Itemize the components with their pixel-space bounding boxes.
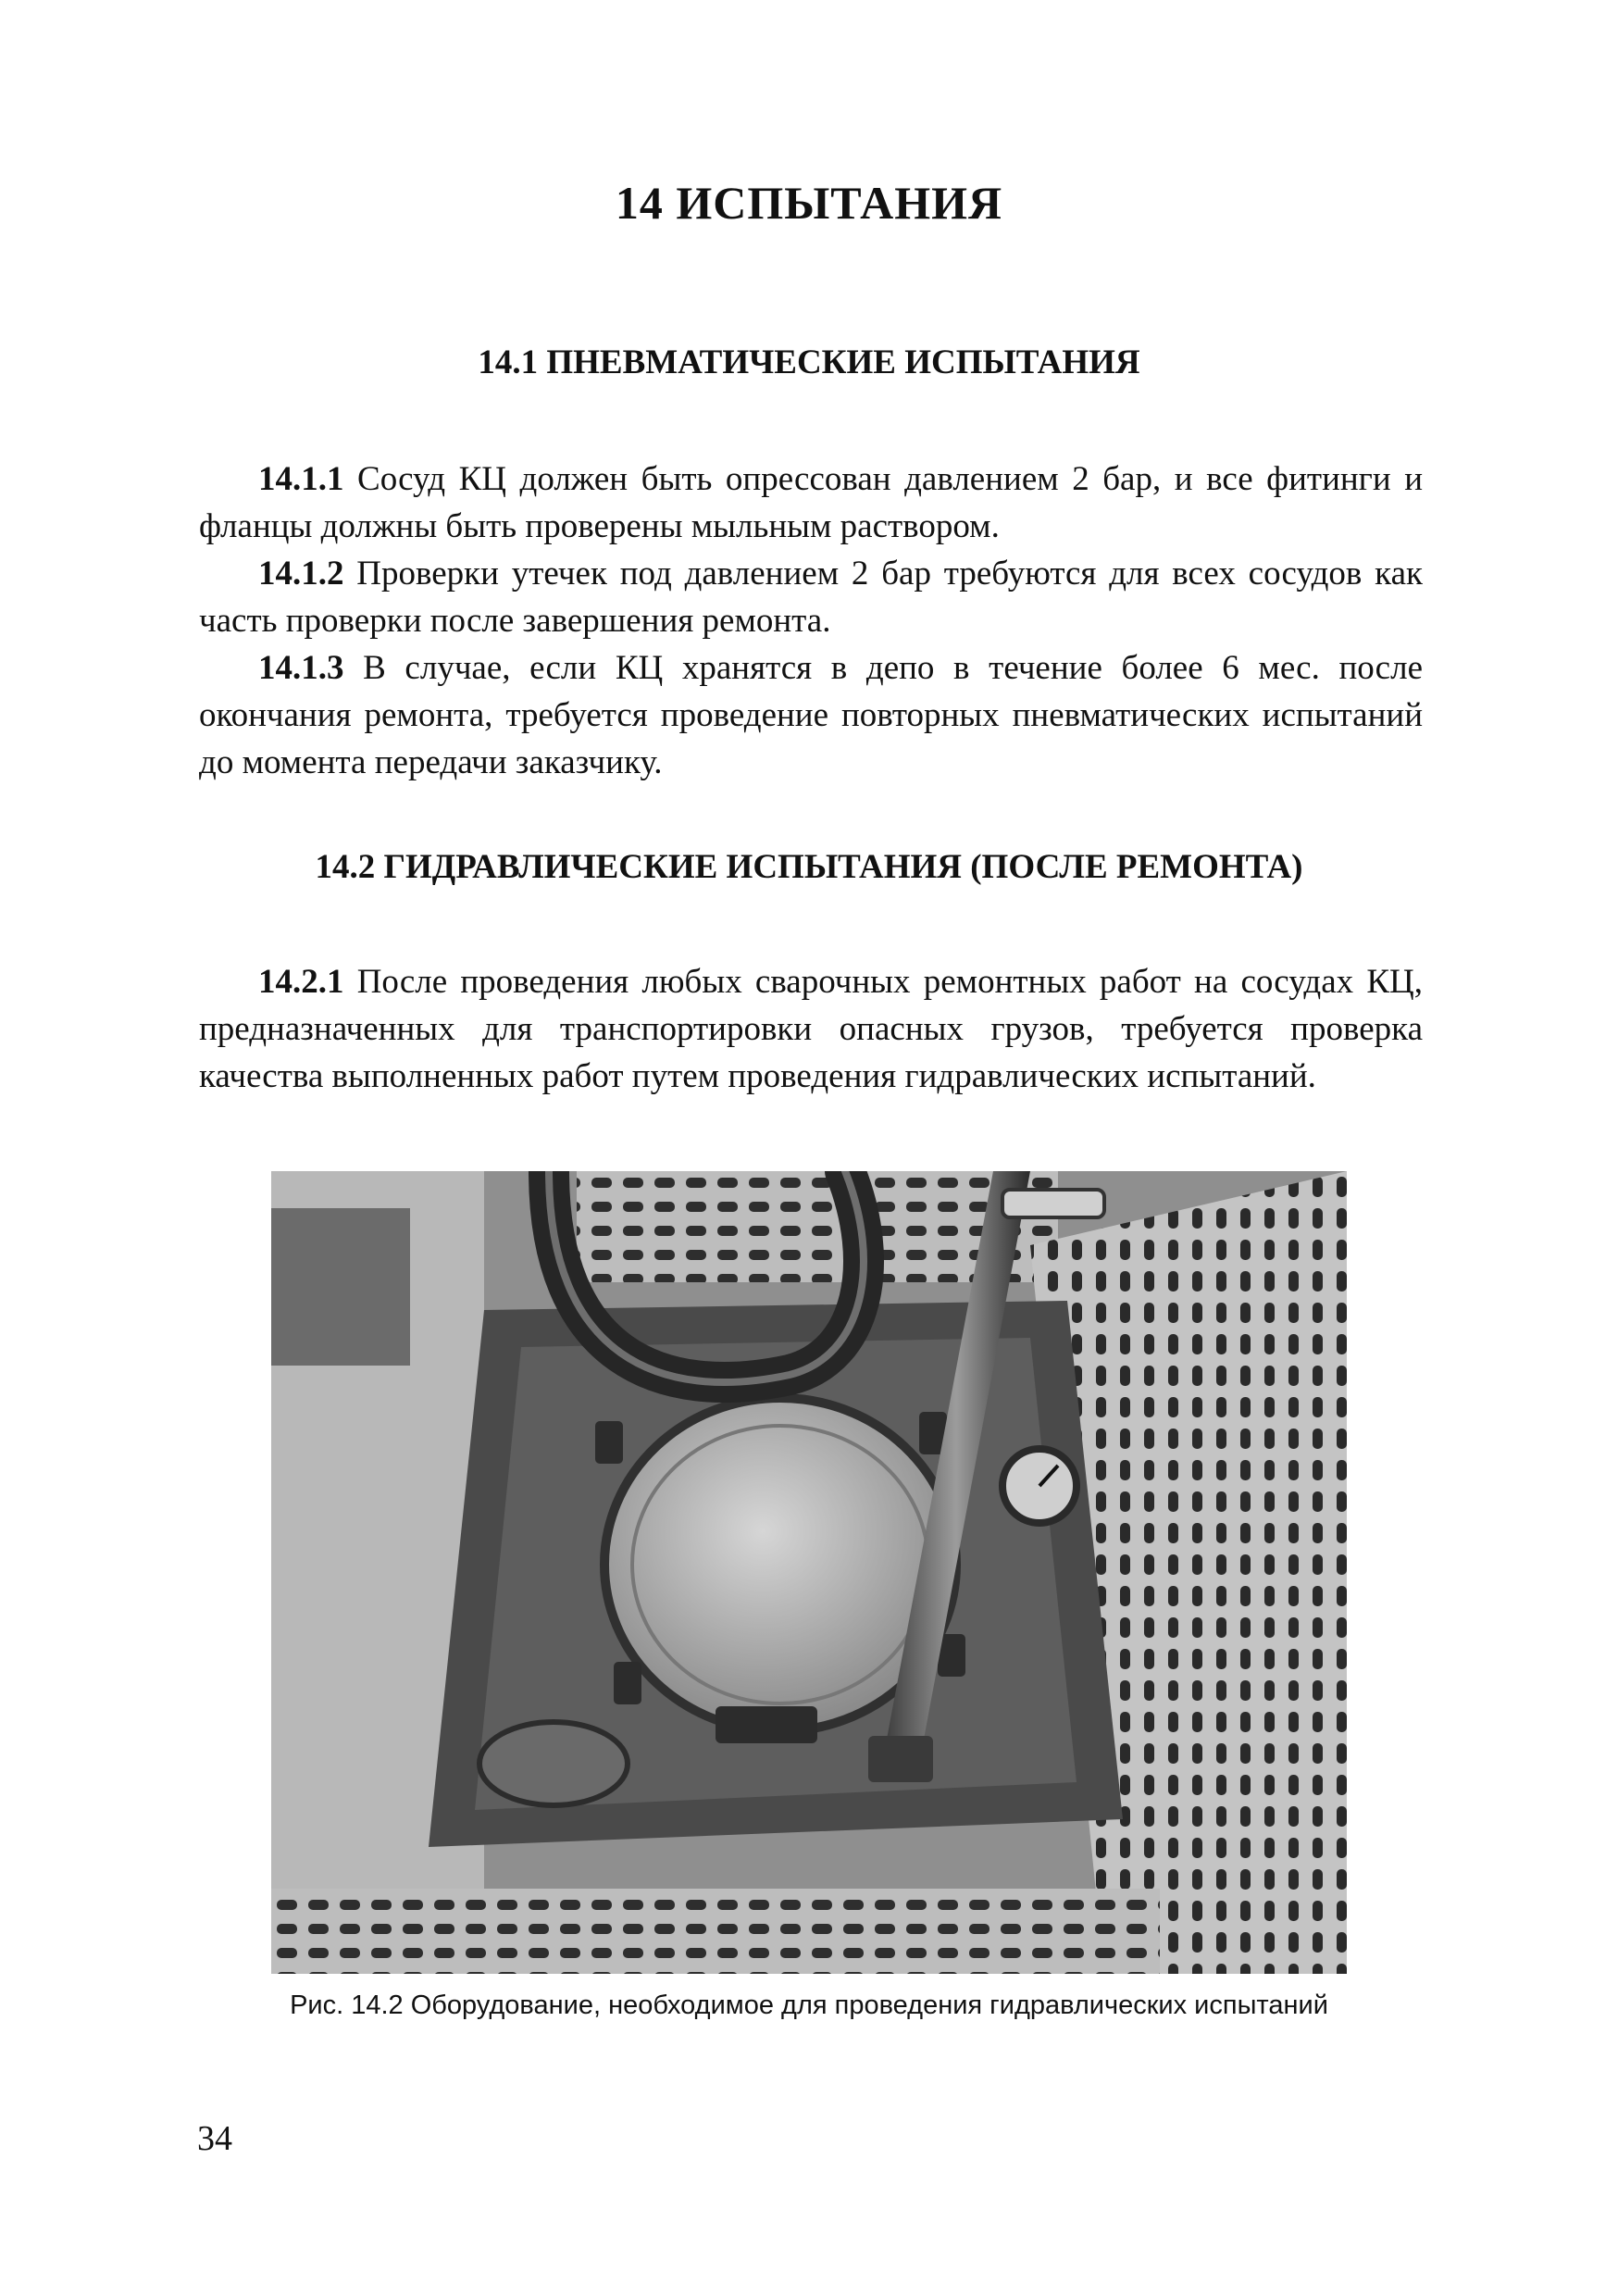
section-title-pneumatic: 14.1 ПНЕВМАТИЧЕСКИЕ ИСПЫТАНИЯ xyxy=(478,343,1140,381)
paragraph-14-1-1 xyxy=(199,455,1423,550)
chapter-title: 14 ИСПЫТАНИЯ xyxy=(615,177,1003,229)
bottom-walkway-grate xyxy=(271,1889,1160,1974)
pipe-valve xyxy=(1002,1190,1104,1217)
paragraph-text: Сосуд КЦ должен быть опрессован давлением 2 бар, и все фитинги и фланцы должны быть проверены мыльным раствором. xyxy=(199,460,1423,545)
paragraph-number: 14.2.1 xyxy=(258,963,344,1001)
section-body-pneumatic xyxy=(199,455,1423,786)
paragraph-text: Проверки утечек под давлением 2 бар требуются для всех сосудов как часть проверки после завершения ремонта. xyxy=(199,555,1423,640)
lid-clamp xyxy=(614,1662,641,1704)
pipe-fitting xyxy=(868,1736,933,1782)
lid-clamp xyxy=(716,1706,817,1743)
equipment-photo xyxy=(271,1171,1347,1974)
paragraph-14-1-3 xyxy=(199,644,1423,786)
paragraph-14-1-2 xyxy=(199,550,1423,644)
page-number: 34 xyxy=(197,2119,232,2158)
section-title-hydraulic: 14.2 ГИДРАВЛИЧЕСКИЕ ИСПЫТАНИЯ (ПОСЛЕ РЕМОНТА) xyxy=(315,848,1303,886)
paragraph-number: 14.1.1 xyxy=(258,460,344,498)
section-body-hydraulic xyxy=(199,958,1423,1100)
tank-label-plate xyxy=(271,1208,410,1366)
paragraph-number: 14.1.3 xyxy=(258,649,344,687)
paragraph-14-2-1 xyxy=(199,958,1423,1100)
paragraph-text: После проведения любых сварочных ремонтных работ на сосудах КЦ, предназначенных для транспортировки опасных грузов, требуется проверка качества выполненных работ путем проведения гидравлических испытаний. xyxy=(199,963,1423,1095)
small-flange xyxy=(479,1722,628,1805)
paragraph-number: 14.1.2 xyxy=(258,555,344,593)
lid-clamp xyxy=(595,1421,623,1464)
paragraph-text: В случае, если КЦ хранятся в депо в течение более 6 мес. после окончания ремонта, требуется проведение повторных пневматических испытаний до момента передачи заказчику. xyxy=(199,649,1423,781)
figure-caption: Рис. 14.2 Оборудование, необходимое для проведения гидравлических испытаний xyxy=(290,1990,1328,2020)
